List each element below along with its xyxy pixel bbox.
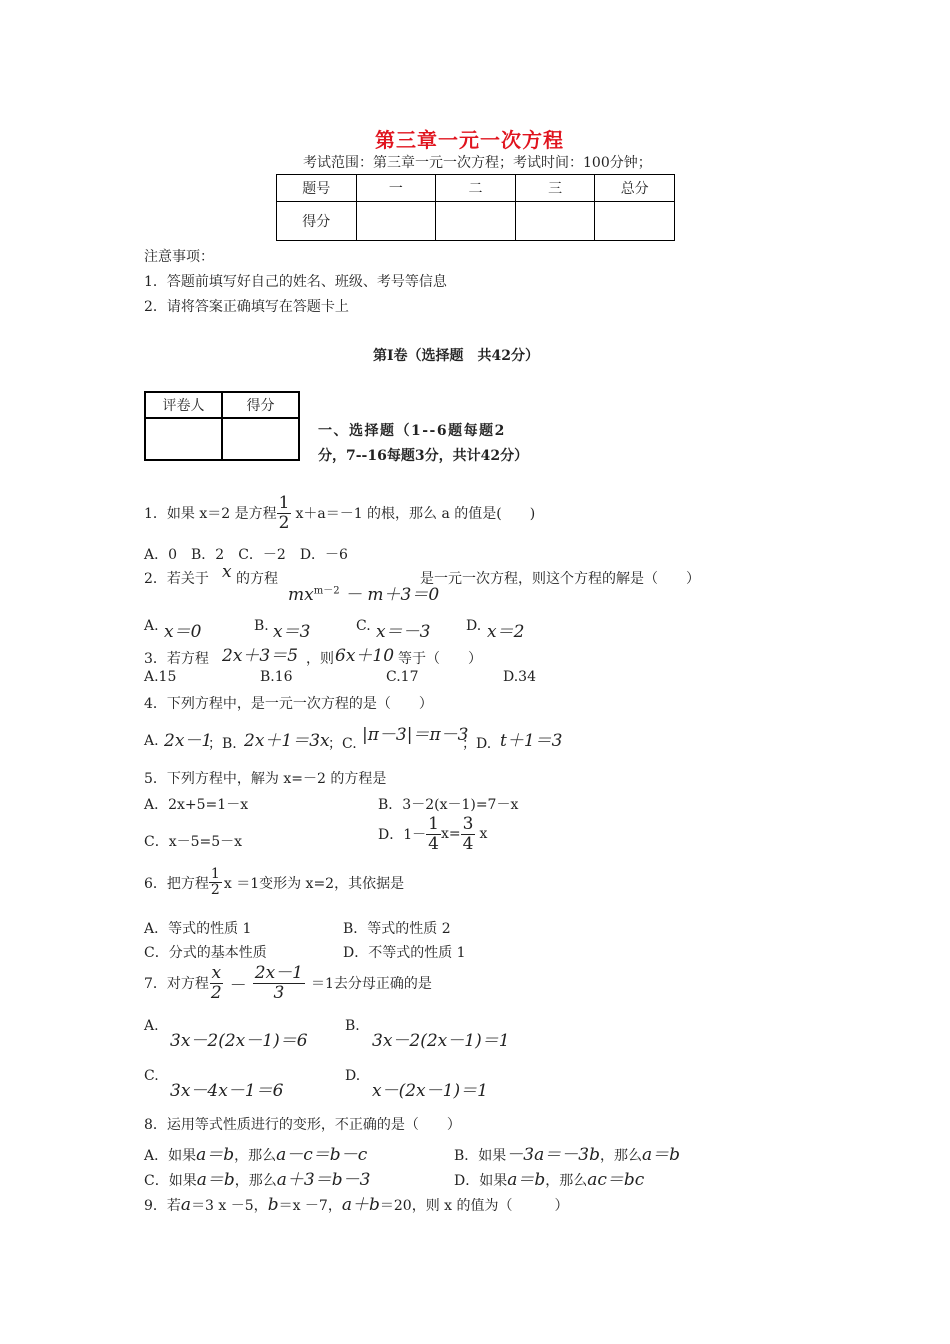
q9-text: ＝x －7， xyxy=(278,1198,342,1214)
frac-num: 1 xyxy=(278,493,290,513)
q4-option-a-label: A. xyxy=(144,733,159,749)
frac-num: 2x－1 xyxy=(254,963,303,983)
score-cell[interactable] xyxy=(436,202,516,241)
opt-pre: C．如果 xyxy=(144,1173,197,1189)
q7-option-c-label: C. xyxy=(144,1068,159,1084)
opt-mid: ，那么 xyxy=(234,1148,277,1164)
q8-option-a xyxy=(144,1140,367,1165)
q5-option-d xyxy=(378,815,487,853)
q1-text-tail: x＋a＝－1 的根，那么 a 的值是( ) xyxy=(295,506,536,523)
q3-option-d: D.34 xyxy=(503,669,536,685)
opt-pre: B．如果 xyxy=(454,1148,507,1164)
q5-text: 5．下列方程中，解为 x=－2 的方程是 xyxy=(144,771,387,787)
q7-minus: － xyxy=(229,975,247,996)
question-6 xyxy=(144,867,404,899)
opt-cond: a＝b xyxy=(507,1170,546,1190)
q7-frac1 xyxy=(209,964,224,1002)
q7-text: 7．对方程 xyxy=(144,976,209,993)
q2-option-b: x＝3 xyxy=(273,622,311,642)
note-item: 2．请将答案正确填写在答题卡上 xyxy=(144,299,349,315)
q3-option-c: C.17 xyxy=(386,669,419,685)
notes-heading: 注意事项： xyxy=(144,249,214,265)
opt-cond: －3a＝－3b xyxy=(506,1145,600,1165)
frac-num: 3 xyxy=(462,814,474,834)
q2-text-mid: 的方程 xyxy=(236,571,278,587)
q6-text: 6．把方程 xyxy=(144,875,209,892)
score-cell[interactable] xyxy=(595,202,675,241)
q9-var-b: b xyxy=(267,1195,279,1215)
q4-option-d: t＋1＝3 xyxy=(500,731,563,751)
q9-text: ＝3 x －5， xyxy=(191,1198,268,1214)
q7-frac2 xyxy=(253,964,305,1002)
opt-cond: a＝b xyxy=(196,1170,235,1190)
opt-cond: a＝b xyxy=(196,1145,235,1165)
q3-eq1: 2x＋3＝5 xyxy=(222,646,299,666)
frac-num: 1 xyxy=(210,866,220,882)
q2-option-c-label: C. xyxy=(356,618,371,634)
q7-option-b-label: B. xyxy=(345,1018,360,1034)
q8-text: 8．运用等式性质进行的变形，不正确的是（ ） xyxy=(144,1117,461,1133)
eq-sup: m－2 xyxy=(313,585,340,597)
q5-d-mid: x= xyxy=(440,826,461,843)
q8-option-c xyxy=(144,1165,370,1190)
q4-option-b-label: ；B. xyxy=(208,736,237,752)
q4-option-b: 2x＋1＝3x xyxy=(244,731,330,751)
frac-den: 2 xyxy=(210,982,222,1003)
q3-text-tail: 等于（ ） xyxy=(398,651,482,667)
q2-option-c: x＝－3 xyxy=(376,622,431,642)
q1-fraction xyxy=(277,494,292,532)
score-header-3: 三 xyxy=(515,175,595,202)
opt-pre: D．如果 xyxy=(454,1173,508,1189)
q9-text-tail: ＝20，则 x 的值为（ ） xyxy=(379,1198,569,1214)
q7-option-d-label: D. xyxy=(345,1068,361,1084)
q6-option-a: A．等式的性质 1 xyxy=(144,921,252,937)
q4-option-d-label: ；D. xyxy=(462,736,492,752)
score-table xyxy=(276,174,675,241)
q2-text: 2．若关于 xyxy=(144,571,209,587)
frac-den: 2 xyxy=(210,882,220,899)
opt-result: ac＝bc xyxy=(587,1170,645,1190)
q2-option-a: x＝0 xyxy=(164,622,202,642)
grader-header: 得分 xyxy=(222,392,299,418)
score-row-label: 得分 xyxy=(277,202,357,241)
q5-d-post: x xyxy=(479,826,488,843)
q6-option-c: C．分式的基本性质 xyxy=(144,945,267,961)
q6-text-tail: x ＝1变形为 x=2，其依据是 xyxy=(223,875,405,892)
q4-option-a: 2x－1 xyxy=(164,731,213,751)
q5-d-frac2 xyxy=(461,815,476,853)
q6-option-b: B．等式的性质 2 xyxy=(343,921,451,937)
q2-option-b-label: B. xyxy=(254,618,269,634)
opt-result: a＝b xyxy=(641,1145,680,1165)
q5-option-b: B．3－2(x－1)=7－x xyxy=(378,797,519,813)
q1-options: A．0 B．2 C．－2 D．－6 xyxy=(144,547,348,563)
opt-result: a＋3＝b－3 xyxy=(276,1170,371,1190)
grader-cell[interactable] xyxy=(145,418,222,460)
frac-den: 2 xyxy=(278,512,290,533)
q5-d-frac1 xyxy=(426,815,441,853)
q8-option-d xyxy=(454,1165,644,1190)
opt-mid: ，那么 xyxy=(545,1173,588,1189)
q7-option-b: 3x－2(2x－1)＝1 xyxy=(372,1031,510,1051)
page-title: 第三章一元一次方程 xyxy=(375,128,564,152)
q4-option-c-label: ；C. xyxy=(328,736,357,752)
frac-den: 4 xyxy=(462,833,474,854)
q6-option-d: D．不等式的性质 1 xyxy=(343,945,466,961)
q8-option-b xyxy=(454,1140,680,1165)
part-title: 第Ⅰ卷（选择题 共42分） xyxy=(373,348,540,364)
q5-option-c: C．x－5=5－x xyxy=(144,834,243,850)
frac-den: 4 xyxy=(428,833,439,854)
section-heading-cont: 分，7--16每题3分，共计42分） xyxy=(318,448,529,464)
frac-num: x xyxy=(211,963,222,983)
question-9 xyxy=(144,1190,569,1215)
q2-option-d: x＝2 xyxy=(487,622,525,642)
q3-text-mid: ，则 xyxy=(306,651,334,667)
question-7 xyxy=(144,964,432,1002)
grader-table xyxy=(144,391,300,461)
q7-option-a-label: A. xyxy=(144,1018,159,1034)
section-heading: 一、选择题（1--6题每题2 xyxy=(318,423,506,439)
opt-pre: A．如果 xyxy=(144,1148,197,1164)
q2-equation xyxy=(288,580,439,605)
q9-text: 9．若 xyxy=(144,1198,181,1214)
score-cell[interactable] xyxy=(515,202,595,241)
q3-option-a: A.15 xyxy=(144,669,177,685)
q2-option-d-label: D. xyxy=(466,618,482,634)
grader-cell[interactable] xyxy=(222,418,299,460)
q2-option-a-label: A. xyxy=(144,618,159,634)
opt-result: a－c＝b－c xyxy=(276,1145,368,1165)
opt-mid: ，那么 xyxy=(599,1148,642,1164)
question-1 xyxy=(144,494,535,532)
q6-fraction xyxy=(209,867,222,899)
q7-option-c: 3x－4x－1＝6 xyxy=(170,1081,284,1101)
q2-text-tail: 是一元一次方程，则这个方程的解是（ ） xyxy=(420,571,700,587)
q5-d-pre: D．1－ xyxy=(378,827,427,844)
note-item: 1．答题前填写好自己的姓名、班级、考号等信息 xyxy=(144,274,447,290)
q7-option-d: x－(2x－1)＝1 xyxy=(372,1081,488,1101)
q9-var-a: a xyxy=(180,1195,192,1215)
frac-num: 1 xyxy=(428,814,439,834)
exam-info: 考试范围：第三章一元一次方程；考试时间：100分钟； xyxy=(303,155,652,171)
score-header-1: 一 xyxy=(356,175,436,202)
score-cell[interactable] xyxy=(356,202,436,241)
q4-text: 4．下列方程中，是一元一次方程的是（ ） xyxy=(144,696,433,712)
q9-sum: a＋b xyxy=(341,1195,380,1215)
opt-mid: ，那么 xyxy=(234,1173,277,1189)
q7-option-a: 3x－2(2x－1)＝6 xyxy=(170,1031,308,1051)
eq-part: mx xyxy=(288,585,314,605)
q7-text-tail: ＝1去分母正确的是 xyxy=(310,976,432,993)
q3-text: 3．若方程 xyxy=(144,651,209,667)
frac-den: 3 xyxy=(273,982,285,1003)
q5-option-a: A．2x+5=1－x xyxy=(144,797,249,813)
q3-eq2: 6x＋10 xyxy=(335,646,395,666)
q4-option-c: |π－3|＝π－3 xyxy=(362,725,469,745)
score-header-label: 题号 xyxy=(277,175,357,202)
q2-var: x xyxy=(222,562,232,582)
score-header-total: 总分 xyxy=(595,175,675,202)
grader-header: 评卷人 xyxy=(145,392,222,418)
q1-text: 1．如果 x＝2 是方程 xyxy=(144,506,277,523)
q3-option-b: B.16 xyxy=(260,669,293,685)
eq-tail: － m＋3＝0 xyxy=(339,585,440,605)
score-header-2: 二 xyxy=(436,175,516,202)
